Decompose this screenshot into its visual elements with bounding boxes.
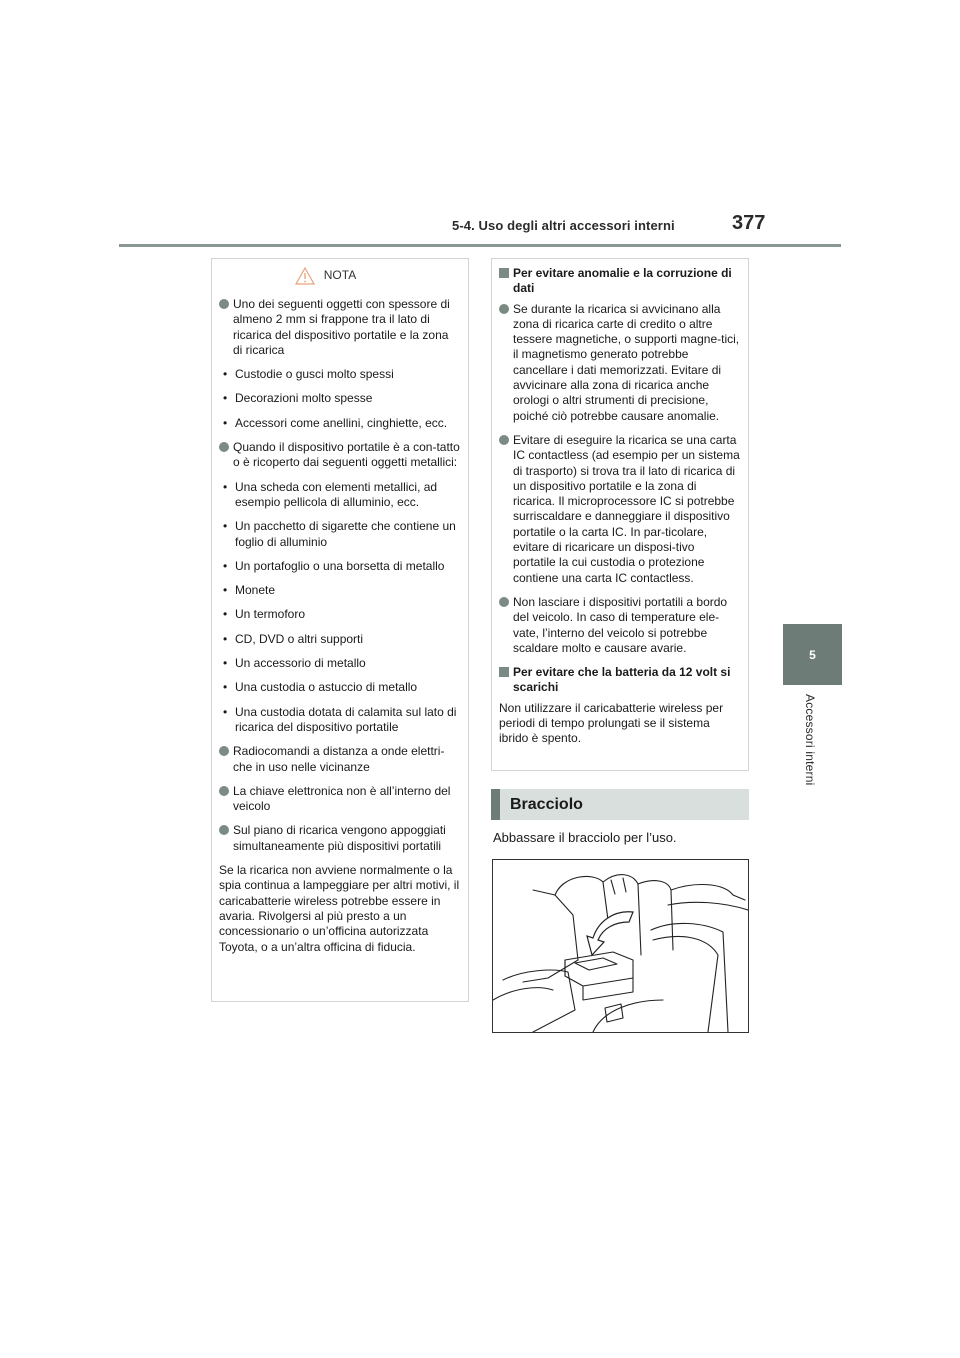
note-item: Sul piano di ricarica vengono appoggiati simultaneamente più dispositivi portatili: [219, 823, 460, 854]
note-subitem: • Un termoforo: [223, 607, 306, 622]
note-subitem: • Custodie o gusci molto spessi: [223, 367, 394, 382]
note-subitem: • Un accessorio di metallo: [223, 656, 366, 671]
dot-bullet-icon: •: [223, 704, 228, 719]
subheading-data-corruption: Per evitare anomalie e la corruzione di dati: [499, 266, 740, 297]
warning-item: Non lasciare i dispositivi portatili a bordo del veicolo. In caso di temperature ele-vate, l’interno del veicolo si potrebbe scaldare molto e causare avarie.: [499, 595, 740, 656]
note-subitem: • CD, DVD o altri supporti: [223, 631, 364, 646]
chapter-tab: [783, 624, 842, 685]
dot-bullet-icon: •: [223, 680, 228, 695]
note-subitem: • Un portafoglio o una borsetta di metallo: [223, 558, 445, 573]
note-items: [219, 297, 460, 854]
note-item: Uno dei seguenti oggetti con spessore di almeno 2 mm si frappone tra il lato di ricarica del dispositivo portatile e la zona di ricarica: [219, 297, 460, 358]
warning-item: Se durante la ricarica si avvicinano alla zona di ricarica carte di credito o altre tessere magnetiche, o supporti magne-tici, il magnetismo generato potrebbe cancellare i dati memorizzati. Evitare di avvicinare alla zona di ricarica anche orologi o altri strumenti di precisione, poiché ciò potrebbe causare anomalie.: [499, 302, 740, 424]
dot-bullet-icon: •: [223, 391, 228, 406]
note-item: Radiocomandi a distanza a onde elettri-che in uso nelle vicinanze: [219, 744, 460, 775]
section-title-text: Bracciolo: [510, 795, 583, 813]
square-bullet-icon: [499, 268, 509, 278]
note-closing: Se la ricarica non avviene normalmente o la spia continua a lampeggiare per altri motivi, il caricabatterie wireless potrebbe essere in avaria. Rivolgersi al più presto a un concessionario o un’officina autorizzata Toyota, o a un’altra officina di fiducia.: [219, 863, 460, 954]
dot-bullet-icon: •: [223, 367, 228, 382]
dot-bullet-icon: •: [223, 558, 228, 573]
circle-bullet-icon: [499, 304, 509, 314]
note-box: [211, 258, 469, 1002]
note-subitem: • Accessori come anellini, cinghiette, ecc.: [223, 415, 448, 430]
circle-bullet-icon: [219, 786, 229, 796]
instruction-text: Abbassare il bracciolo per l’uso.: [493, 830, 677, 845]
note-header: [191, 266, 460, 286]
dot-bullet-icon: •: [223, 519, 228, 534]
dot-bullet-icon: •: [223, 656, 228, 671]
dot-bullet-icon: •: [223, 607, 228, 622]
note-subitem: • Monete: [223, 583, 276, 598]
dot-bullet-icon: •: [223, 415, 228, 430]
note-subitem: • Un pacchetto di sigarette che contiene un foglio di alluminio: [223, 519, 456, 549]
note-title: NOTA: [323, 268, 357, 283]
square-bullet-icon: [499, 667, 509, 677]
circle-bullet-icon: [499, 435, 509, 445]
section-title: 5-4. Uso degli altri accessori interni: [452, 218, 675, 233]
header-rule: [119, 244, 841, 247]
note-item: Quando il dispositivo portatile è a con-tatto o è ricoperto dai seguenti oggetti metallici:: [219, 440, 460, 471]
warning-triangle-icon: [295, 267, 315, 285]
note-subitem: • Una custodia o astuccio di metallo: [223, 680, 418, 695]
note-subitem: • Una scheda con elementi metallici, ad esempio pellicola di alluminio, ecc.: [223, 479, 438, 509]
circle-bullet-icon: [219, 746, 229, 756]
circle-bullet-icon: [499, 597, 509, 607]
circle-bullet-icon: [219, 299, 229, 309]
warning-box: [491, 258, 749, 771]
warning-items: [499, 302, 740, 657]
note-subitem: • Decorazioni molto spesse: [223, 391, 373, 406]
chapter-number: 5: [809, 647, 816, 662]
circle-bullet-icon: [219, 825, 229, 835]
dot-bullet-icon: •: [223, 631, 228, 646]
battery-text: Non utilizzare il caricabatterie wireless per periodi di tempo prolungati se il sistema ibrido è spento.: [499, 700, 724, 746]
subheading-battery: Per evitare che la batteria da 12 volt si scarichi: [499, 665, 740, 696]
warning-item: Evitare di eseguire la ricarica se una carta IC contactless (ad esempio per un sistema di trasporto) si trova tra il lato di ricarica di un dispositivo portatile e la zona di ricarica. Il microprocessore IC si potrebbe surriscaldare e danneggiare il dispositivo portatile o la carta IC. In par-ticolare, evitare di ricaricare un disposi-tivo portatile la cui custodia o protezione contiene una carta IC contactless.: [499, 433, 740, 586]
section-heading: [491, 789, 749, 820]
note-item: La chiave elettronica non è all’interno del veicolo: [219, 784, 460, 815]
arrow-down-icon: [587, 912, 633, 955]
armrest-drawing: [493, 860, 748, 1032]
page-number: 377: [732, 212, 766, 234]
armrest-illustration: [492, 859, 749, 1033]
dot-bullet-icon: •: [223, 583, 228, 598]
dot-bullet-icon: •: [223, 479, 228, 494]
circle-bullet-icon: [219, 442, 229, 452]
note-subitem: • Una custodia dotata di calamita sul lato di ricarica del dispositivo portatile: [223, 704, 457, 734]
chapter-label: Accessori interni: [803, 694, 817, 786]
